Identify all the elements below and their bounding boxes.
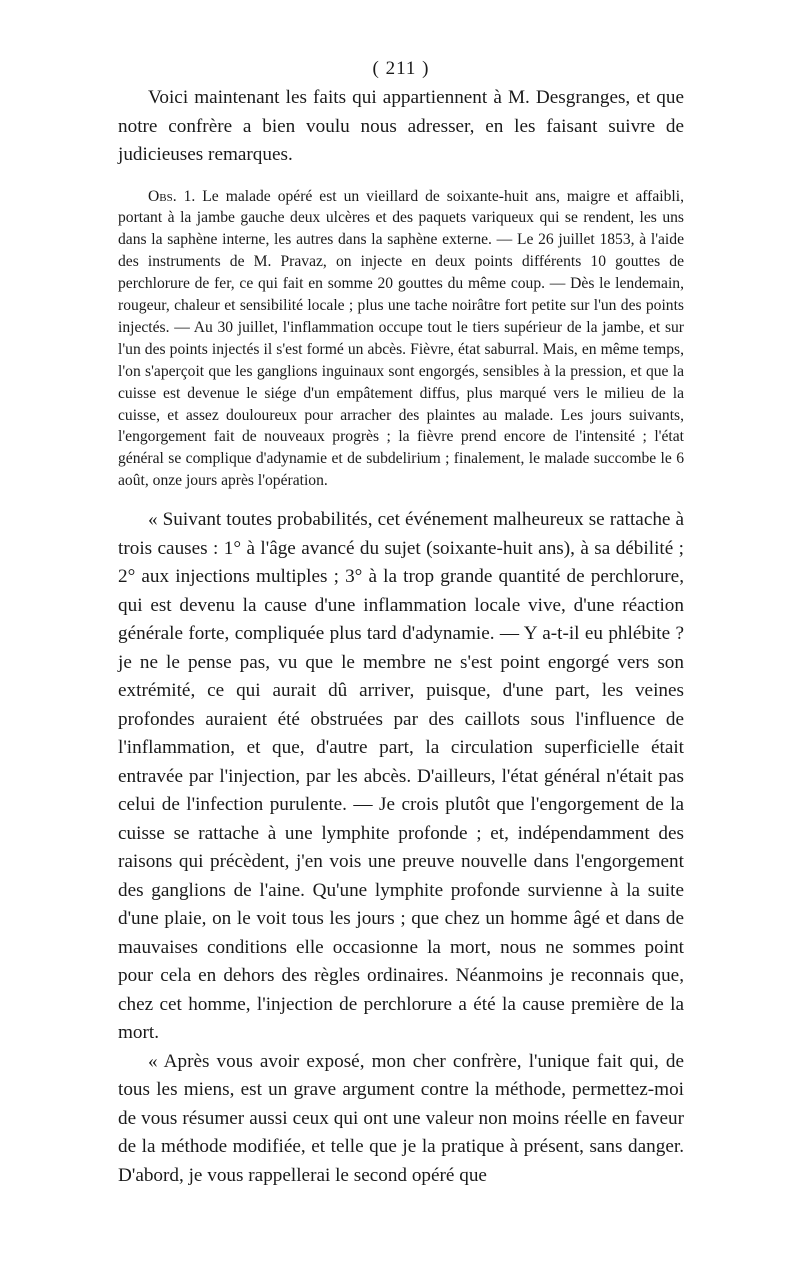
quote-paragraph-2: « Après vous avoir exposé, mon cher confrère, l'unique fait qui, de tous les miens, est un grave argument contre la méthode, permettez-moi de vous résumer aussi ceux qui ont une valeur non moins réelle en faveur de la méthode modifiée, et telle que je la pratique à présent, sans danger. D'abord, je vous rappellerai le second opéré que [118, 1050, 684, 1186]
observation-label: Obs. 1. [148, 187, 196, 205]
quote-paragraph-1: « Suivant toutes probabilités, cet événement malheureux se rattache à trois causes : 1° à l'âge avancé du sujet (soixante-huit ans), à sa débilité ; 2° aux injections multiples ; 3° à la trop grande quantité de perchlorure, qui est devenu la cause d'une inflammation locale vive, d'une réaction générale forte, compliquée plus tard d'adynamie. — Y a-t-il eu phlébite ? je ne le pense pas, vu que le membre ne s'est point engorgé vers son extrémité, ce qui aurait dû arriver, puisque, d'une part, les veines profondes auraient été obstruées par des caillots sous l'influence de l'inflammation, et que, d'autre part, la circulation superficielle était entravée par l'injection, par les abcès. D'ailleurs, l'état général n'était pas celui de l'infection purulente. — Je crois plutôt que l'engorgement de la cuisse se rattache à une lymphite profonde ; et, indépendamment des raisons qui précèdent, j'en vois une preuve nouvelle dans l'engorgement des ganglions de l'aine. Qu'une lymphite profonde survienne à la suite d'une plaie, on le voit tous les jours ; que chez un homme âgé et dans de mauvaises conditions elle occasionne la mort, nous ne sommes point pour cela en dehors des règles ordinaires. Néanmoins je reconnais que, chez cet homme, l'injection de perchlorure a été la cause première de la mort. [118, 509, 684, 1044]
book-page [118, 58, 684, 1190]
intro-paragraph: Voici maintenant les faits qui appartiennent à M. Desgranges, et que notre confrère a bien voulu nous adresser, en les faisant suivre de judicieuses remarques. [118, 87, 684, 165]
observation-text: Le malade opéré est un vieillard de soixante-huit ans, maigre et affaibli, portant à la jambe gauche deux ulcères et des paquets variqueux qui se rendent, les uns dans la saphène interne, les autres dans la saphène externe. — Le 26 juillet 1853, à l'aide des instruments de M. Pravaz, on injecte en deux points différents 10 gouttes de perchlorure de fer, ce qui fait en somme 20 gouttes du même coup. — Dès le lendemain, rougeur, chaleur et sensibilité locale ; plus une tache noirâtre fort petite sur l'un des points injectés. — Au 30 juillet, l'inflammation occupe tout le tiers supérieur de la jambe, et sur l'un des points injectés il s'est formé un abcès. Fièvre, état saburral. Mais, en même temps, l'on s'aperçoit que les ganglions inguinaux sont engorgés, sensibles à la pression, et que la cuisse est devenue le siége d'un empâtement diffus, plus marqué vers le milieu de la cuisse, et assez douloureux pour arracher des plaintes au malade. Les jours suivants, l'engorgement fait de nouveaux progrès ; la fièvre prend encore de l'intensité ; l'état général se complique d'adynamie et de subdelirium ; finalement, le malade succombe le 6 août, onze jours après l'opération. [118, 187, 684, 490]
observation-paragraph [118, 186, 684, 493]
page-number: ( 211 ) [372, 58, 430, 79]
